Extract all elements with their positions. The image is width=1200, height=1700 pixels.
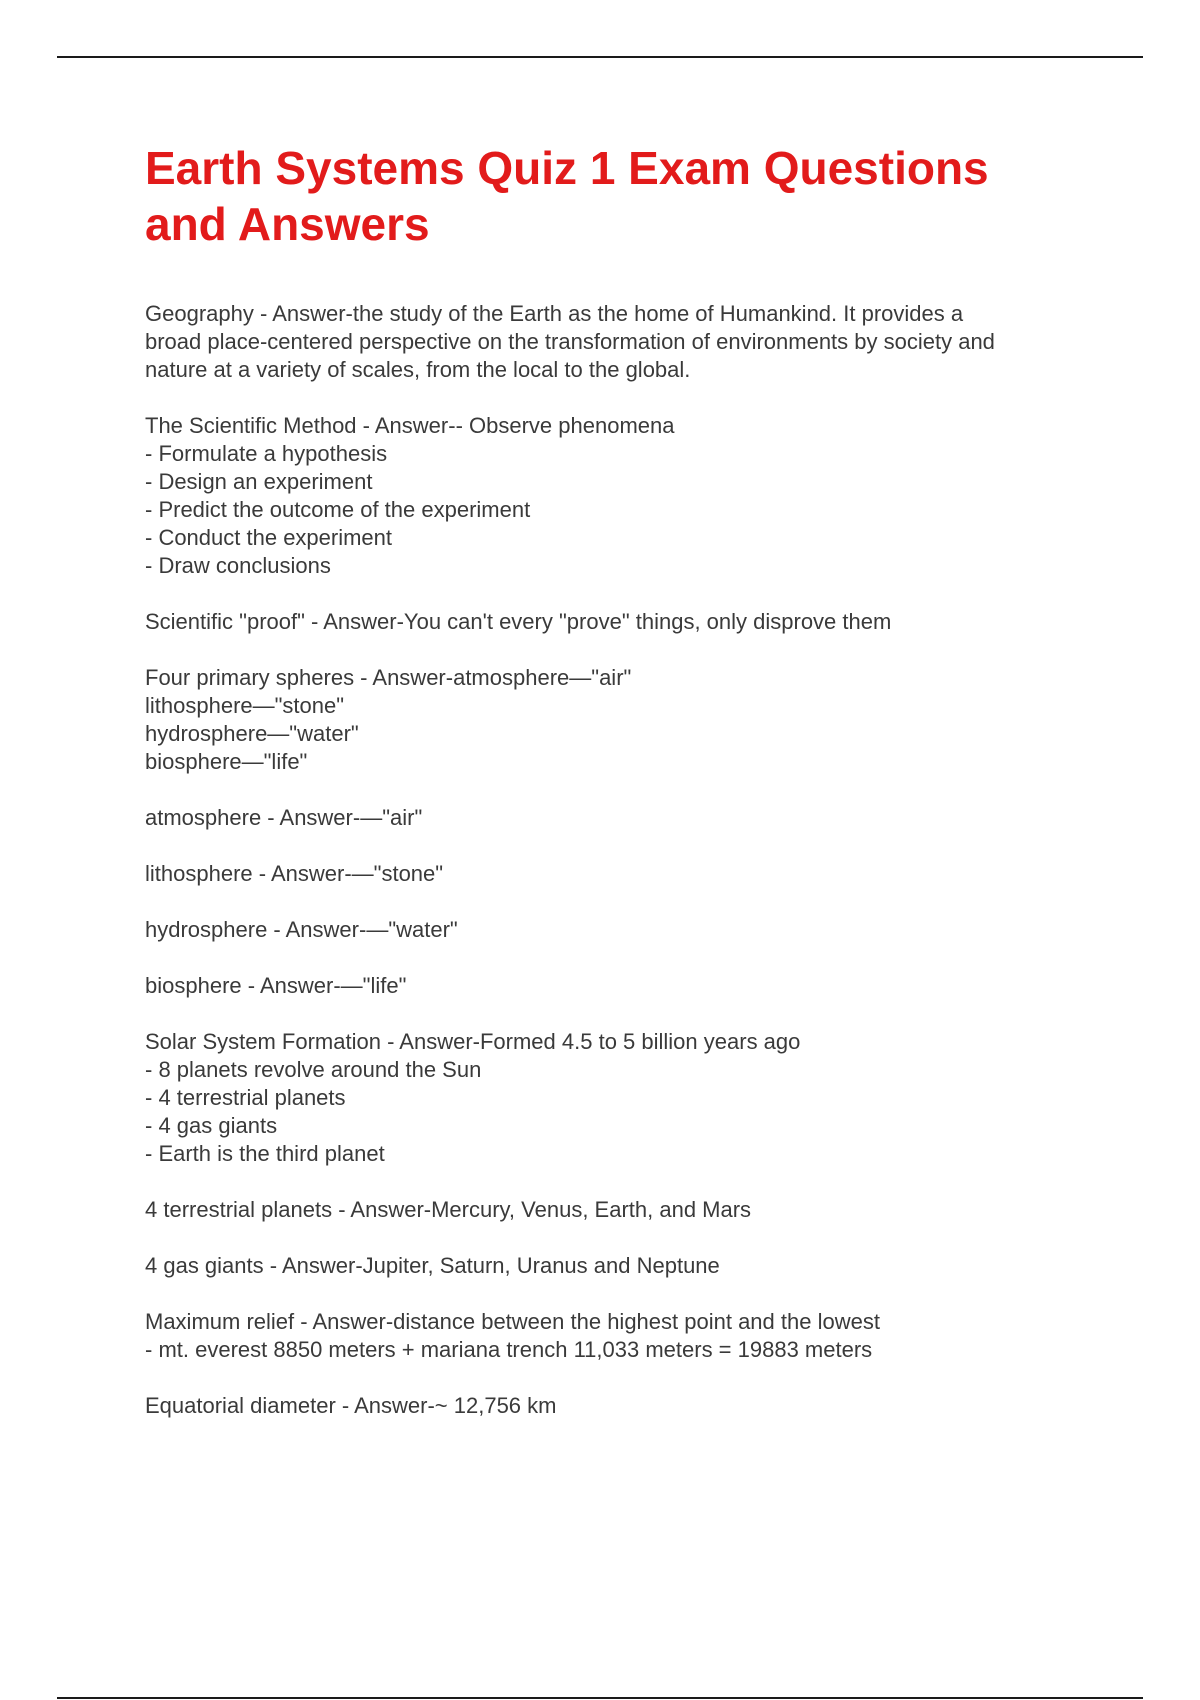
qa-list	[145, 300, 1085, 1420]
qa-line: lithosphere—"stone"	[145, 693, 345, 718]
qa-line: - Draw conclusions	[145, 553, 331, 578]
qa-line: - Conduct the experiment	[145, 525, 393, 550]
page-title	[145, 140, 1085, 252]
qa-line: hydrosphere - Answer-—"water"	[145, 917, 458, 942]
qa-line: - mt. everest 8850 meters + mariana trench 11,033 meters = 19883 meters	[145, 1337, 873, 1362]
qa-line: biosphere - Answer-—"life"	[145, 973, 407, 998]
qa-line: Solar System Formation - Answer-Formed 4.5 to 5 billion years ago	[145, 1029, 801, 1054]
qa-line: Scientific "proof" - Answer-You can't every "prove" things, only disprove them	[145, 609, 892, 634]
qa-line: broad place-centered perspective on the transformation of environments by society and	[145, 329, 995, 354]
qa-line: 4 terrestrial planets - Answer-Mercury, Venus, Earth, and Mars	[145, 1197, 752, 1222]
qa-entry	[145, 300, 1085, 384]
qa-entry	[145, 972, 1085, 1000]
qa-entry	[145, 804, 1085, 832]
qa-entry	[145, 916, 1085, 944]
qa-line: Four primary spheres - Answer-atmosphere—"air"	[145, 665, 632, 690]
qa-entry	[145, 1252, 1085, 1280]
qa-line: lithosphere - Answer-—"stone"	[145, 861, 444, 886]
qa-entry	[145, 412, 1085, 580]
qa-entry	[145, 1028, 1085, 1168]
qa-line: atmosphere - Answer-—"air"	[145, 805, 423, 830]
document-body	[145, 140, 1085, 1448]
top-rule	[57, 56, 1143, 58]
title-line-1: Earth Systems Quiz 1 Exam Questions	[145, 142, 989, 194]
qa-line: Geography - Answer-the study of the Earth as the home of Humankind. It provides a	[145, 301, 964, 326]
qa-line: - Design an experiment	[145, 469, 373, 494]
qa-line: Maximum relief - Answer-distance between the highest point and the lowest	[145, 1309, 880, 1334]
qa-line: - Earth is the third planet	[145, 1141, 385, 1166]
qa-line: 4 gas giants - Answer-Jupiter, Saturn, Uranus and Neptune	[145, 1253, 720, 1278]
qa-line: biosphere—"life"	[145, 749, 308, 774]
qa-line: The Scientific Method - Answer-- Observe phenomena	[145, 413, 675, 438]
qa-line: - 8 planets revolve around the Sun	[145, 1057, 482, 1082]
qa-line: - 4 gas giants	[145, 1113, 278, 1138]
qa-entry	[145, 1392, 1085, 1420]
qa-line: - Formulate a hypothesis	[145, 441, 388, 466]
qa-entry	[145, 860, 1085, 888]
qa-line: - 4 terrestrial planets	[145, 1085, 346, 1110]
bottom-rule	[57, 1697, 1143, 1699]
qa-line: nature at a variety of scales, from the local to the global.	[145, 357, 691, 382]
qa-line: - Predict the outcome of the experiment	[145, 497, 531, 522]
qa-entry	[145, 1308, 1085, 1364]
qa-line: Equatorial diameter - Answer-~ 12,756 km	[145, 1393, 557, 1418]
qa-line: hydrosphere—"water"	[145, 721, 359, 746]
qa-entry	[145, 1196, 1085, 1224]
qa-entry	[145, 608, 1085, 636]
qa-entry	[145, 664, 1085, 776]
title-line-2: and Answers	[145, 198, 430, 250]
